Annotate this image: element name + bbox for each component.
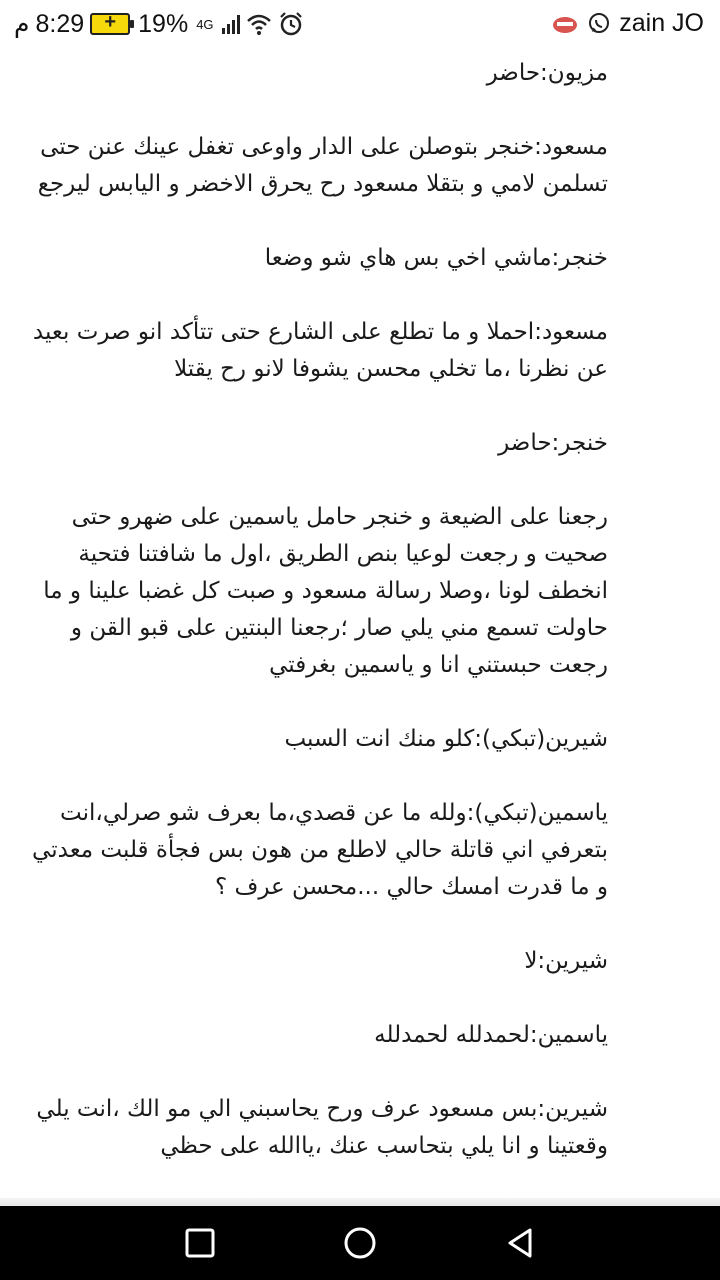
story-paragraph: ياسمين:لحمدلله لحمدلله — [374, 1022, 608, 1048]
status-left — [14, 9, 304, 39]
whatsapp-icon — [587, 12, 611, 36]
story-paragraph: ياسمين(تبكي):ولله ما عن قصدي،ما بعرف شو صرلي،انت بتعرفي اني قاتلة حالي لاطلع من هون بس فجأة قلبت معدتي و ما قدرت امسك حالي ...محسن عرف ؟ — [32, 800, 608, 900]
content-bottom-edge — [0, 1198, 720, 1206]
story-text — [0, 50, 720, 1165]
status-bar — [0, 0, 720, 50]
story-paragraph: شيرين:لا — [524, 948, 608, 974]
battery-charging-icon: + — [90, 13, 130, 35]
wifi-icon — [246, 11, 272, 37]
story-paragraph: مزيون:حاضر — [486, 60, 608, 86]
carrier-name: zain JO — [619, 9, 704, 37]
back-icon[interactable] — [503, 1226, 537, 1260]
network-type: 4G — [196, 16, 214, 32]
alarm-icon — [278, 11, 304, 37]
story-paragraph: شيرين(تبكي):كلو منك انت السبب — [284, 726, 608, 752]
story-paragraph: رجعنا على الضيعة و خنجر حامل ياسمين على ضهرو حتى صحيت و رجعت لوعيا بنص الطريق ،اول ما شافتنا فتحية انخطف لونا ،وصلا رسالة مسعود و صبت كل غضبا علينا و ما حاولت تسمع مني يلي صار ؛رجعنا البنتين على قبو القن و رجعت حبستني انا و ياسمين بغرفتي — [43, 504, 608, 678]
battery-percent: 19% — [138, 9, 189, 38]
story-paragraph: خنجر:حاضر — [498, 430, 608, 456]
app-notification-icon — [551, 13, 579, 35]
home-icon[interactable] — [343, 1226, 377, 1260]
story-paragraph: مسعود:احملا و ما تطلع على الشارع حتى تتأكد انو صرت بعيد عن نظرنا ،ما تخلي محسن يشوفا لانو رح يقتلا — [32, 319, 608, 382]
navigation-bar — [0, 1206, 720, 1280]
story-paragraph: مسعود:خنجر بتوصلن على الدار واوعى تغفل عينك عنن حتى تسلمن لامي و بتقلا مسعود رح يحرق الاخضر و اليابس ليرجع — [37, 134, 608, 197]
clock: 8:29 — [35, 9, 85, 38]
recent-apps-icon[interactable] — [183, 1226, 217, 1260]
story-paragraph: خنجر:ماشي اخي بس هاي شو وضعا — [264, 245, 608, 271]
am-pm-label: م — [14, 10, 30, 38]
story-content[interactable] — [0, 50, 720, 1206]
status-right — [551, 9, 704, 38]
story-paragraph: شيرين:بس مسعود عرف ورح يحاسبني الي مو الك ،انت يلي وقعتينا و انا يلي بتحاسب عنك ،ياالله على حظي — [36, 1096, 608, 1159]
signal-bars-icon — [222, 14, 240, 34]
